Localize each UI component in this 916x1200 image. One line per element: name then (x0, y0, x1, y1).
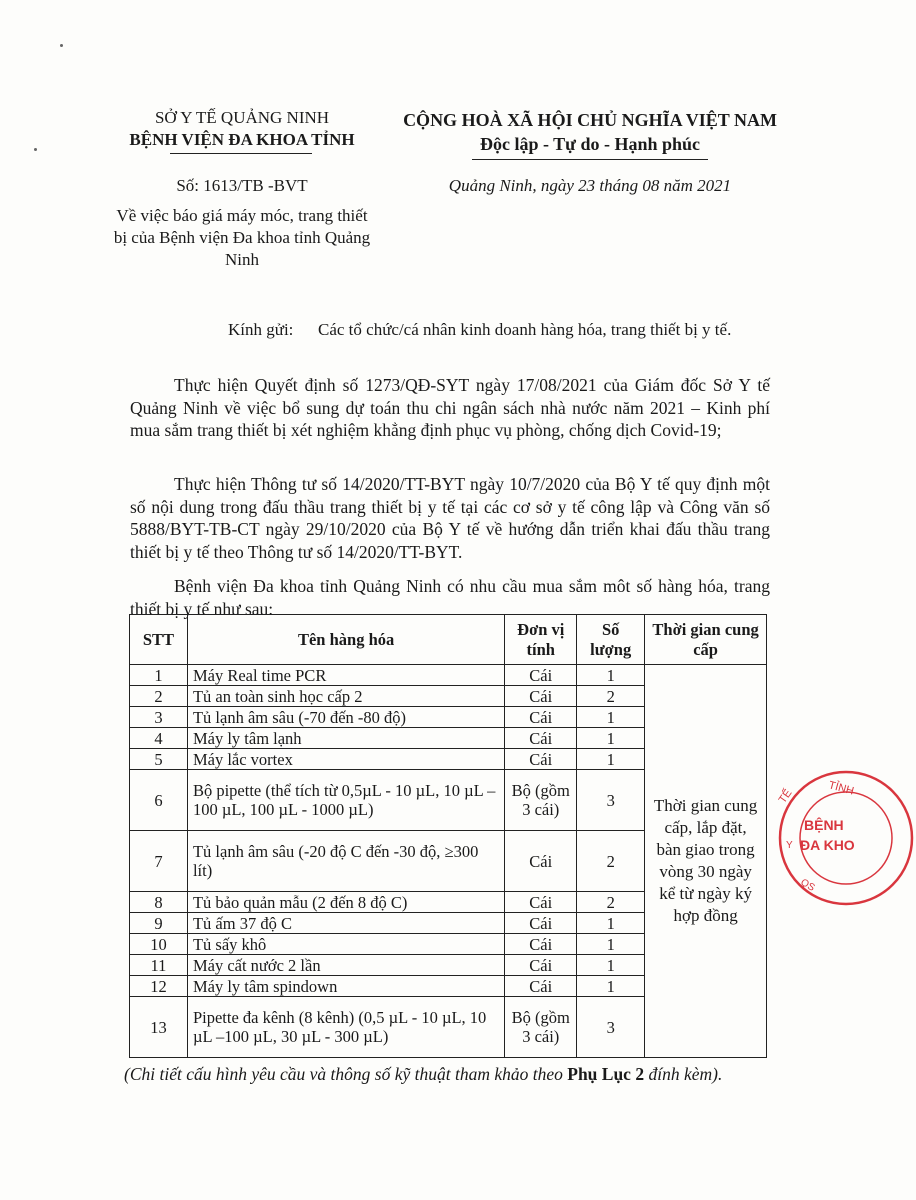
items-table (129, 614, 767, 1058)
org-name: BỆNH VIỆN ĐA KHOA TỈNH (129, 130, 355, 149)
item-name-cell: Tủ sấy khô (187, 934, 504, 955)
official-stamp (776, 768, 916, 908)
item-name-cell: Máy Real time PCR (187, 665, 504, 686)
paragraph-3-text: Bệnh viện Đa khoa tỉnh Quảng Ninh có nhu cầu mua sắm môt số hàng hóa, trang thiết bị y tế như sau: (130, 576, 770, 619)
org-parent: SỞ Y TẾ QUẢNG NINH (154, 108, 330, 127)
unit-cell: Bộ (gồm 3 cái) (505, 770, 577, 831)
motto-underline (472, 159, 708, 160)
stt-cell: 4 (130, 728, 188, 749)
qty-cell: 3 (577, 997, 645, 1058)
stt-cell: 5 (130, 749, 188, 770)
footnote-appendix: Phụ Lục 2 (567, 1064, 645, 1084)
stt-cell: 6 (130, 770, 188, 831)
item-name-cell: Pipette đa kênh (8 kênh) (0,5 µL - 10 µL, 10 µL –100 µL, 30 µL - 300 µL) (187, 997, 504, 1058)
doc-subject: Về việc báo giá máy móc, trang thiết bị của Bệnh viện Đa khoa tỉnh Quảng Ninh (113, 206, 371, 269)
item-name-cell: Máy cất nước 2 lần (187, 955, 504, 976)
qty-cell: 1 (577, 749, 645, 770)
stamp-line-2: ĐA KHO (800, 837, 855, 853)
paragraph-1-text: Thực hiện Quyết định số 1273/QĐ-SYT ngày 17/08/2021 của Giám đốc Sở Y tế Quảng Ninh về việc bổ sung dự toán thu chi ngân sách nhà nước năm 2021 – Kinh phí mua sắm trang thiết bị xét nghiệm khẳng định phục vụ phòng, chống dịch Covid-19; (130, 375, 770, 440)
item-name-cell: Bộ pipette (thể tích từ 0,5µL - 10 µL, 10 µL – 100 µL, 100 µL - 1000 µL) (187, 770, 504, 831)
unit-cell: Cái (505, 665, 577, 686)
qty-cell: 1 (577, 665, 645, 686)
unit-cell: Cái (505, 976, 577, 997)
paragraph-1 (130, 374, 770, 442)
qty-cell: 2 (577, 831, 645, 892)
item-name-cell: Tủ lạnh âm sâu (-70 đến -80 độ) (187, 707, 504, 728)
motto: Độc lập - Tự do - Hạnh phúc (479, 134, 701, 154)
stt-cell: 3 (130, 707, 188, 728)
header-qty: Số lượng (577, 615, 645, 665)
place-date: Quảng Ninh, ngày 23 tháng 08 năm 2021 (448, 176, 732, 195)
qty-cell: 2 (577, 686, 645, 707)
recipient-text: Các tổ chức/cá nhân kinh doanh hàng hóa, trang thiết bị y tế. (318, 320, 732, 339)
doc-number: Số: 1613/TB -BVT (176, 176, 308, 195)
qty-cell: 1 (577, 955, 645, 976)
qty-cell: 2 (577, 892, 645, 913)
qty-cell: 1 (577, 707, 645, 728)
supply-time-cell: Thời gian cung cấp, lắp đặt, bàn giao trong vòng 30 ngày kể từ ngày ký hợp đồng (645, 665, 767, 1058)
stt-cell: 9 (130, 913, 188, 934)
header-name: Tên hàng hóa (187, 615, 504, 665)
header-unit: Đơn vị tính (505, 615, 577, 665)
item-name-cell: Máy lắc vortex (187, 749, 504, 770)
item-name-cell: Tủ an toàn sinh học cấp 2 (187, 686, 504, 707)
stt-cell: 10 (130, 934, 188, 955)
stt-cell: 2 (130, 686, 188, 707)
item-name-cell: Tủ ấm 37 độ C (187, 913, 504, 934)
scan-speck (60, 44, 63, 47)
unit-cell: Cái (505, 934, 577, 955)
stamp-top-text: TỈNH (827, 779, 856, 798)
footnote-text: (Chi tiết cấu hình yêu cầu và thông số kỹ thuật tham khảo theo (124, 1064, 568, 1084)
paragraph-2 (130, 473, 770, 563)
stt-cell: 7 (130, 831, 188, 892)
unit-cell: Cái (505, 686, 577, 707)
qty-cell: 1 (577, 913, 645, 934)
qty-cell: 3 (577, 770, 645, 831)
org-underline (170, 153, 312, 154)
unit-cell: Cái (505, 892, 577, 913)
stt-cell: 11 (130, 955, 188, 976)
unit-cell: Cái (505, 749, 577, 770)
footnote-tail: đính kèm). (644, 1064, 723, 1084)
unit-cell: Bộ (gồm 3 cái) (505, 997, 577, 1058)
item-name-cell: Máy ly tâm spindown (187, 976, 504, 997)
unit-cell: Cái (505, 913, 577, 934)
table-row (130, 665, 767, 686)
stamp-side-y: Y (786, 840, 793, 851)
nation-title: CỘNG HOÀ XÃ HỘI CHỦ NGHĨA VIỆT NAM (403, 110, 777, 130)
scan-speck (34, 148, 37, 151)
item-name-cell: Tủ lạnh âm sâu (-20 độ C đến -30 độ, ≥300 lít) (187, 831, 504, 892)
stt-cell: 13 (130, 997, 188, 1058)
header-time: Thời gian cung cấp (645, 615, 767, 665)
stamp-side-left: TẾ (776, 787, 795, 806)
stamp-side-qs: QS (798, 877, 817, 894)
unit-cell: Cái (505, 728, 577, 749)
qty-cell: 1 (577, 976, 645, 997)
qty-cell: 1 (577, 934, 645, 955)
stt-cell: 8 (130, 892, 188, 913)
table-header-row (130, 615, 767, 665)
stt-cell: 1 (130, 665, 188, 686)
qty-cell: 1 (577, 728, 645, 749)
unit-cell: Cái (505, 707, 577, 728)
stamp-line-1: BỆNH (804, 817, 844, 833)
header-stt: STT (130, 615, 188, 665)
item-name-cell: Tủ bảo quản mẫu (2 đến 8 độ C) (187, 892, 504, 913)
footnote (124, 1062, 770, 1086)
item-name-cell: Máy ly tâm lạnh (187, 728, 504, 749)
stt-cell: 12 (130, 976, 188, 997)
unit-cell: Cái (505, 955, 577, 976)
recipient-label: Kính gửi: (228, 320, 294, 339)
paragraph-2-text: Thực hiện Thông tư số 14/2020/TT-BYT ngày 10/7/2020 của Bộ Y tế quy định một số nội dung trong đấu thầu trang thiết bị y tế tại các cơ sở y tế công lập và Công văn số 5888/BYT-TB-CT ngày 29/10/2020 của Bộ Y tế về hướng dẫn triển khai đấu thầu trang thiết bị y tế theo Thông tư số 14/2020/TT-BYT. (130, 474, 770, 562)
unit-cell: Cái (505, 831, 577, 892)
